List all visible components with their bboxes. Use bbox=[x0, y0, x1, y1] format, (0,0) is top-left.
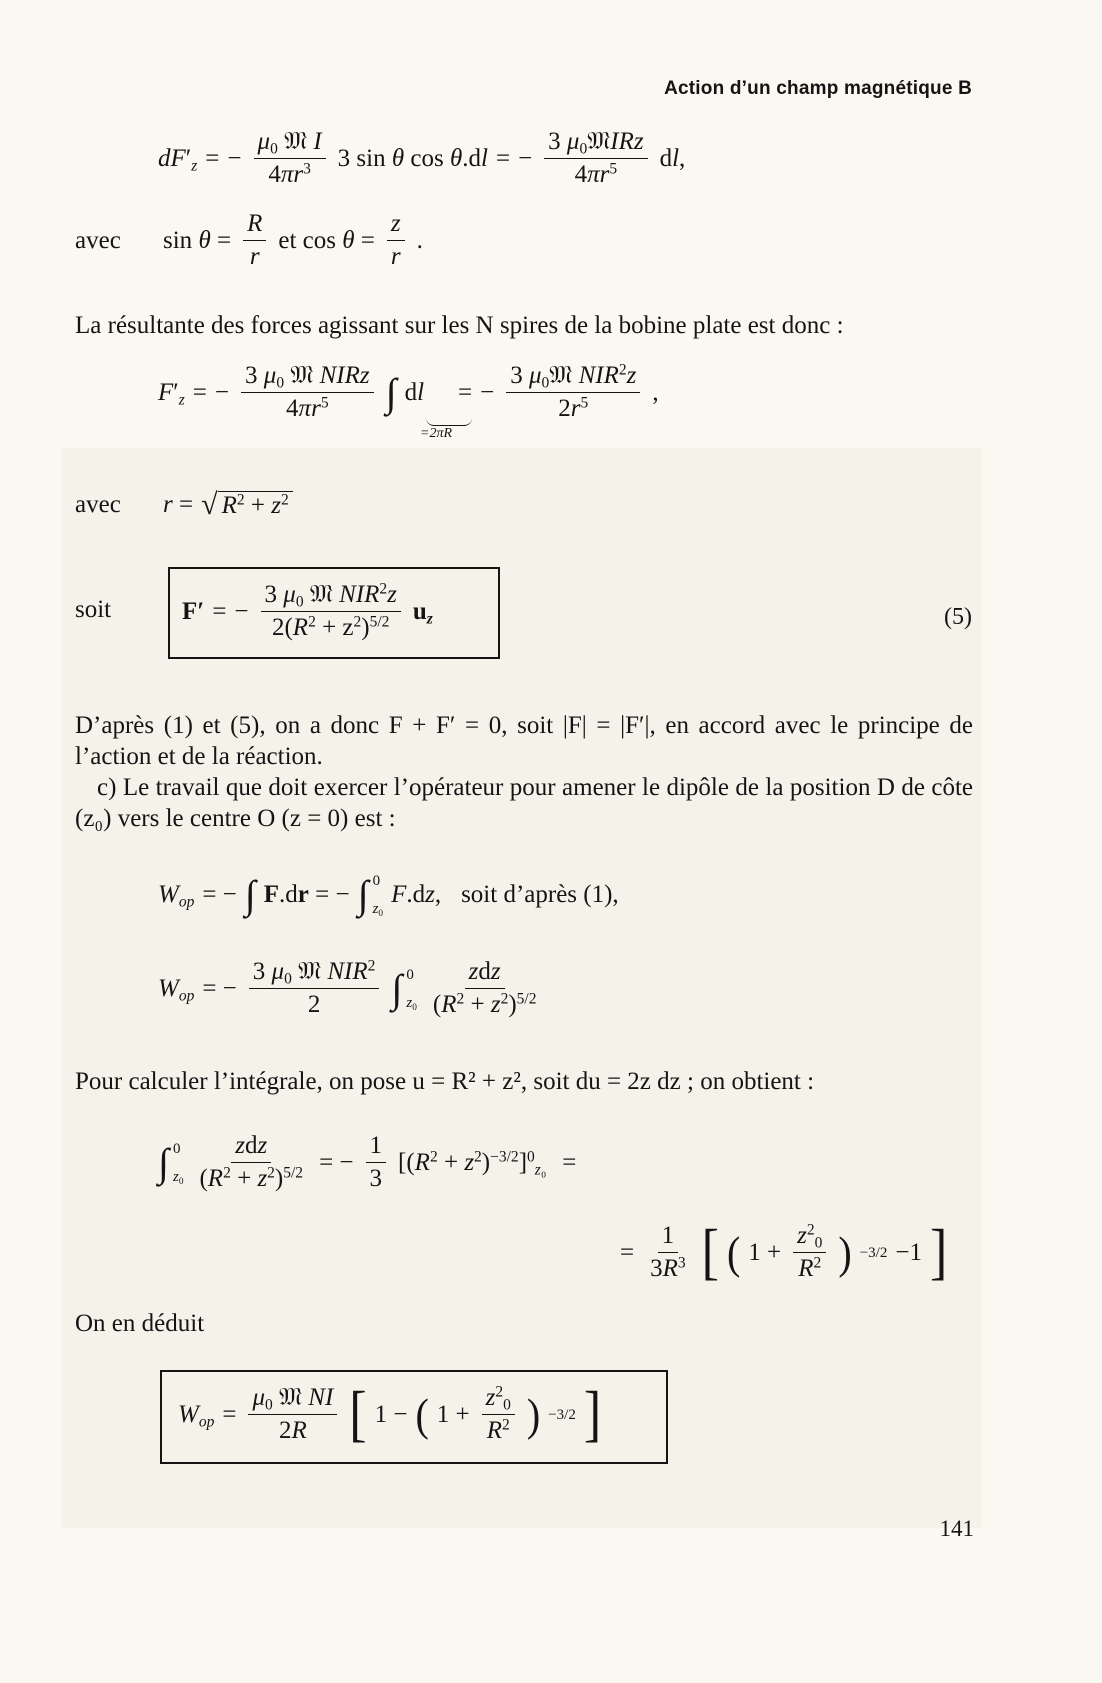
equation-integral-1: ∫ 0 $z_0$ $\frac{\text{zdz}}{(R^2 + z^2)^{5/2}}$ = − $\frac{1}{3}$ $[(R^2 + z^2)^{-3/2}]^0_{z_0}$ = bbox=[158, 1132, 577, 1192]
equation-dFz: $dF'_z$ = − $\frac{\mu_0 𝔐 I}{4\pi r^3}$ 3 sin θ cos θ.dl = − $\frac{3 \mu_0𝔐IRz}{4\pi r^5}$ dl, bbox=[158, 128, 686, 188]
underbrace-note: =2πR bbox=[420, 418, 472, 442]
paragraph-travail: c) Le travail que doit exercer l’opérateur pour amener le dipôle de la position D de côte (z₀) vers le centre O (z = 0) est : bbox=[75, 774, 973, 832]
paragraph-d-apres: D’après (1) et (5), on a donc F + F′ = 0, soit |F| = |F′|, en accord avec le principe de l’action et de la réaction. bbox=[75, 712, 973, 770]
equation-Wop-2: $W_{op}$ = − $\frac{3 \mu_0 𝔐 NIR^2}{2}$ ∫ 0 $z_0$ $\frac{\text{zdz}}{(R^2 + z^2)^{5/2}}$ bbox=[158, 957, 537, 1018]
paragraph-on-en-deduit: On en déduit bbox=[75, 1310, 205, 1337]
equation-r-def: avec r = √ $R^2 + z^2$ bbox=[75, 488, 293, 522]
boxed-equation-F-prime: F′ = − $\frac{3 \mu_0 𝔐 NIR^2z}{2(R^2 + z^2)^{5/2}}$ $u_z$ bbox=[168, 567, 500, 659]
equation-number: (5) bbox=[944, 604, 972, 630]
page-number: 141 bbox=[939, 1516, 974, 1541]
equation-Wop-1: $W_{op}$ = − ∫ F.dr = − ∫ 0 $z_0$ F.dz, soit d’après (1), bbox=[158, 872, 619, 919]
running-header: Action d’un champ magnétique B bbox=[664, 78, 972, 99]
paragraph-pour-calculer: Pour calculer l’intégrale, on pose u = R² + z², soit du = 2z dz ; on obtient : bbox=[75, 1068, 815, 1095]
label-soit: soit bbox=[75, 596, 112, 623]
equation-integral-2: = $\frac{1}{3R^3}$ [ ( 1 + $\frac{z^2_0}{R^2}$ ) −3/2 −1 ] bbox=[620, 1217, 948, 1287]
boxed-equation-Wop-final: $W_{op}$ = $\frac{\mu_0 𝔐 NI}{2R}$ [ 1 − ( 1 + $\frac{z^2_0}{R^2}$ ) −3/2 ] bbox=[160, 1370, 668, 1464]
equation-Fz-sum: $F'_z$ = − $\frac{3 \mu_0 𝔐 NIRz}{4\pi r^5}$ ∫ dl = − $\frac{3 \mu_0𝔐 NIR^2z}{2r^5}$ , bbox=[158, 361, 659, 422]
equation-sin-cos: avec sin θ = $\frac{R}{r}$ et cos θ = $\frac{z}{r}$ . bbox=[75, 210, 423, 270]
paragraph-resultante: La résultante des forces agissant sur les N spires de la bobine plate est donc : bbox=[75, 312, 844, 339]
